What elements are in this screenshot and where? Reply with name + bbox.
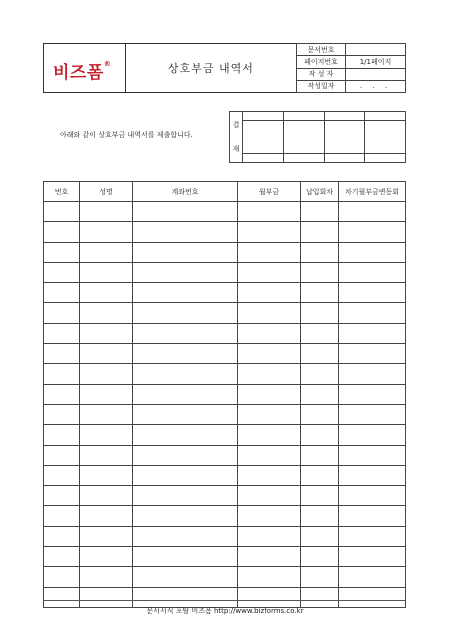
table-cell[interactable] [238, 262, 301, 282]
table-cell[interactable] [301, 384, 339, 404]
table-row [44, 344, 406, 364]
meta-row [297, 80, 406, 92]
table-cell[interactable] [80, 486, 133, 506]
table-row [44, 323, 406, 343]
table-cell[interactable] [133, 384, 238, 404]
table-cell[interactable] [44, 222, 80, 242]
column-header-payment-count: 납입회차 [301, 182, 339, 202]
table-cell[interactable] [238, 404, 301, 424]
table-row [44, 364, 406, 384]
table-row [44, 222, 406, 242]
table-cell[interactable] [301, 425, 339, 445]
table-cell[interactable] [133, 262, 238, 282]
table-row [44, 445, 406, 465]
table-cell[interactable] [133, 404, 238, 424]
table-cell[interactable] [238, 242, 301, 262]
table-cell[interactable] [44, 465, 80, 485]
approval-sign-cell[interactable] [283, 121, 324, 154]
footer-divider [43, 600, 406, 601]
approval-title-cell[interactable] [365, 112, 406, 121]
table-cell[interactable] [238, 364, 301, 384]
column-header-name: 성명 [80, 182, 133, 202]
table-cell[interactable] [133, 425, 238, 445]
approval-date-cell[interactable] [283, 154, 324, 163]
table-cell[interactable] [301, 526, 339, 546]
table-cell[interactable] [80, 526, 133, 546]
table-row [44, 242, 406, 262]
table-cell[interactable] [80, 547, 133, 567]
table-row [44, 465, 406, 485]
approval-sign-row [230, 121, 406, 154]
approval-box [229, 111, 406, 163]
table-cell[interactable] [238, 567, 301, 587]
table-cell[interactable] [238, 283, 301, 303]
bizforms-logo [53, 58, 111, 83]
approval-label [230, 112, 243, 163]
footer-text: 문서서식 포탈 비즈폼 http://www.bizforms.co.kr [146, 607, 304, 615]
table-cell[interactable] [339, 323, 406, 343]
table-cell[interactable] [44, 202, 80, 222]
table-cell[interactable] [44, 587, 80, 607]
meta-row [297, 44, 406, 56]
table-cell[interactable] [301, 364, 339, 384]
table-cell[interactable] [238, 303, 301, 323]
table-cell[interactable] [80, 242, 133, 262]
table-cell[interactable] [133, 486, 238, 506]
table-cell[interactable] [44, 364, 80, 384]
table-cell[interactable] [80, 344, 133, 364]
table-cell[interactable] [238, 506, 301, 526]
table-cell[interactable] [339, 547, 406, 567]
table-row [44, 425, 406, 445]
document-meta-table [296, 43, 406, 93]
table-cell[interactable] [133, 344, 238, 364]
table-cell[interactable] [301, 445, 339, 465]
approval-sign-cell[interactable] [324, 121, 365, 154]
approval-title-cell[interactable] [243, 112, 284, 121]
meta-row [297, 68, 406, 80]
table-row [44, 404, 406, 424]
table-cell[interactable] [80, 587, 133, 607]
table-cell[interactable] [301, 567, 339, 587]
table-cell[interactable] [339, 283, 406, 303]
table-row [44, 262, 406, 282]
table-cell[interactable] [133, 465, 238, 485]
table-cell[interactable] [133, 323, 238, 343]
approval-title-cell[interactable] [283, 112, 324, 121]
intro-text: 아래와 같이 상호부금 내역서를 제출합니다. [60, 131, 193, 139]
table-row [44, 567, 406, 587]
table-cell[interactable] [133, 547, 238, 567]
table-cell[interactable] [44, 283, 80, 303]
table-cell[interactable] [133, 526, 238, 546]
table-cell[interactable] [80, 506, 133, 526]
table-cell[interactable] [133, 445, 238, 465]
logo-cell [43, 43, 126, 93]
table-cell[interactable] [339, 202, 406, 222]
table-cell[interactable] [339, 567, 406, 587]
table-cell[interactable] [44, 404, 80, 424]
column-header-monthly-payment: 월부금 [238, 182, 301, 202]
meta-label: 문서번호 [297, 44, 346, 56]
column-header-number: 번호 [44, 182, 80, 202]
table-cell[interactable] [44, 506, 80, 526]
table-cell[interactable] [133, 202, 238, 222]
table-row [44, 303, 406, 323]
table-cell[interactable] [238, 323, 301, 343]
table-cell[interactable] [80, 425, 133, 445]
table-header-row [44, 182, 406, 202]
table-cell[interactable] [44, 344, 80, 364]
table-cell[interactable] [133, 222, 238, 242]
table-cell[interactable] [44, 262, 80, 282]
table-cell[interactable] [339, 384, 406, 404]
table-cell[interactable] [339, 364, 406, 384]
table-cell[interactable] [80, 303, 133, 323]
table-row [44, 547, 406, 567]
table-cell[interactable] [133, 283, 238, 303]
table-cell[interactable] [80, 323, 133, 343]
table-cell[interactable] [301, 486, 339, 506]
table-cell[interactable] [44, 242, 80, 262]
table-cell[interactable] [301, 303, 339, 323]
table-cell[interactable] [301, 506, 339, 526]
table-cell[interactable] [133, 242, 238, 262]
table-row [44, 486, 406, 506]
table-cell[interactable] [133, 567, 238, 587]
meta-value[interactable] [346, 68, 406, 80]
table-cell[interactable] [80, 567, 133, 587]
table-row [44, 202, 406, 222]
table-cell[interactable] [133, 364, 238, 384]
table-cell[interactable] [301, 262, 339, 282]
table-cell[interactable] [339, 486, 406, 506]
table-cell[interactable] [80, 283, 133, 303]
table-cell[interactable] [80, 222, 133, 242]
column-header-next-change: 차기월부금변동회 [339, 182, 406, 202]
installment-table [43, 181, 406, 608]
table-cell[interactable] [301, 283, 339, 303]
column-header-account: 계좌번호 [133, 182, 238, 202]
table-cell[interactable] [44, 486, 80, 506]
approval-date-cell[interactable] [243, 154, 284, 163]
table-cell[interactable] [80, 465, 133, 485]
table-row [44, 283, 406, 303]
approval-label-top: 결 [232, 121, 240, 129]
table-cell[interactable] [301, 323, 339, 343]
table-cell[interactable] [339, 526, 406, 546]
table-cell[interactable] [238, 547, 301, 567]
table-cell[interactable] [80, 384, 133, 404]
table-cell[interactable] [44, 445, 80, 465]
table-row [44, 587, 406, 607]
meta-label: 작성일자 [297, 80, 346, 92]
table-cell[interactable] [339, 242, 406, 262]
table-row [44, 384, 406, 404]
meta-row [297, 56, 406, 68]
logo-text: 비즈폼 [53, 63, 104, 83]
table-cell[interactable] [339, 425, 406, 445]
approval-sign-cell[interactable] [243, 121, 284, 154]
table-cell[interactable] [80, 404, 133, 424]
meta-label: 작 성 자 [297, 68, 346, 80]
table-cell[interactable] [339, 506, 406, 526]
table-cell[interactable] [44, 425, 80, 445]
table-cell[interactable] [301, 404, 339, 424]
table-body [44, 202, 406, 608]
approval-title-cell[interactable] [324, 112, 365, 121]
table-cell[interactable] [238, 384, 301, 404]
table-row [44, 506, 406, 526]
document-title: 상호부금 내역서 [168, 62, 254, 75]
approval-title-row [230, 112, 406, 121]
table-cell[interactable] [339, 303, 406, 323]
table-cell[interactable] [238, 587, 301, 607]
table-cell[interactable] [238, 445, 301, 465]
table-cell[interactable] [301, 202, 339, 222]
table-cell[interactable] [80, 445, 133, 465]
table-cell[interactable] [44, 384, 80, 404]
table-cell[interactable] [44, 547, 80, 567]
table-cell[interactable] [339, 404, 406, 424]
table-cell[interactable] [133, 587, 238, 607]
approval-date-row [230, 154, 406, 163]
table-cell[interactable] [238, 425, 301, 445]
table-cell[interactable] [301, 547, 339, 567]
table-row [44, 526, 406, 546]
approval-sign-cell[interactable] [365, 121, 406, 154]
table-cell[interactable] [301, 344, 339, 364]
table-cell[interactable] [133, 506, 238, 526]
table-cell[interactable] [238, 486, 301, 506]
table-cell[interactable] [44, 323, 80, 343]
table-cell[interactable] [44, 567, 80, 587]
meta-value[interactable]: 1/1페이지 [346, 56, 406, 68]
table-cell[interactable] [238, 222, 301, 242]
table-cell[interactable] [339, 445, 406, 465]
table-cell[interactable] [301, 465, 339, 485]
approval-label-bottom: 재 [232, 145, 240, 153]
table-cell[interactable] [238, 526, 301, 546]
approval-date-cell[interactable] [324, 154, 365, 163]
table-cell[interactable] [339, 344, 406, 364]
table-cell[interactable] [44, 303, 80, 323]
table-cell[interactable] [339, 222, 406, 242]
table-cell[interactable] [238, 344, 301, 364]
meta-label: 페이지번호 [297, 56, 346, 68]
registered-mark: ® [103, 60, 112, 68]
table-cell[interactable] [80, 364, 133, 384]
table-cell[interactable] [301, 242, 339, 262]
meta-value[interactable]: . . . [346, 80, 406, 92]
table-cell[interactable] [339, 587, 406, 607]
table-cell[interactable] [301, 222, 339, 242]
table-cell[interactable] [44, 526, 80, 546]
table-cell[interactable] [80, 262, 133, 282]
table-cell[interactable] [238, 202, 301, 222]
approval-date-cell[interactable] [365, 154, 406, 163]
table-cell[interactable] [301, 587, 339, 607]
table-cell[interactable] [80, 202, 133, 222]
table-cell[interactable] [133, 303, 238, 323]
table-cell[interactable] [339, 465, 406, 485]
table-cell[interactable] [339, 262, 406, 282]
table-cell[interactable] [238, 465, 301, 485]
meta-value[interactable] [346, 44, 406, 56]
